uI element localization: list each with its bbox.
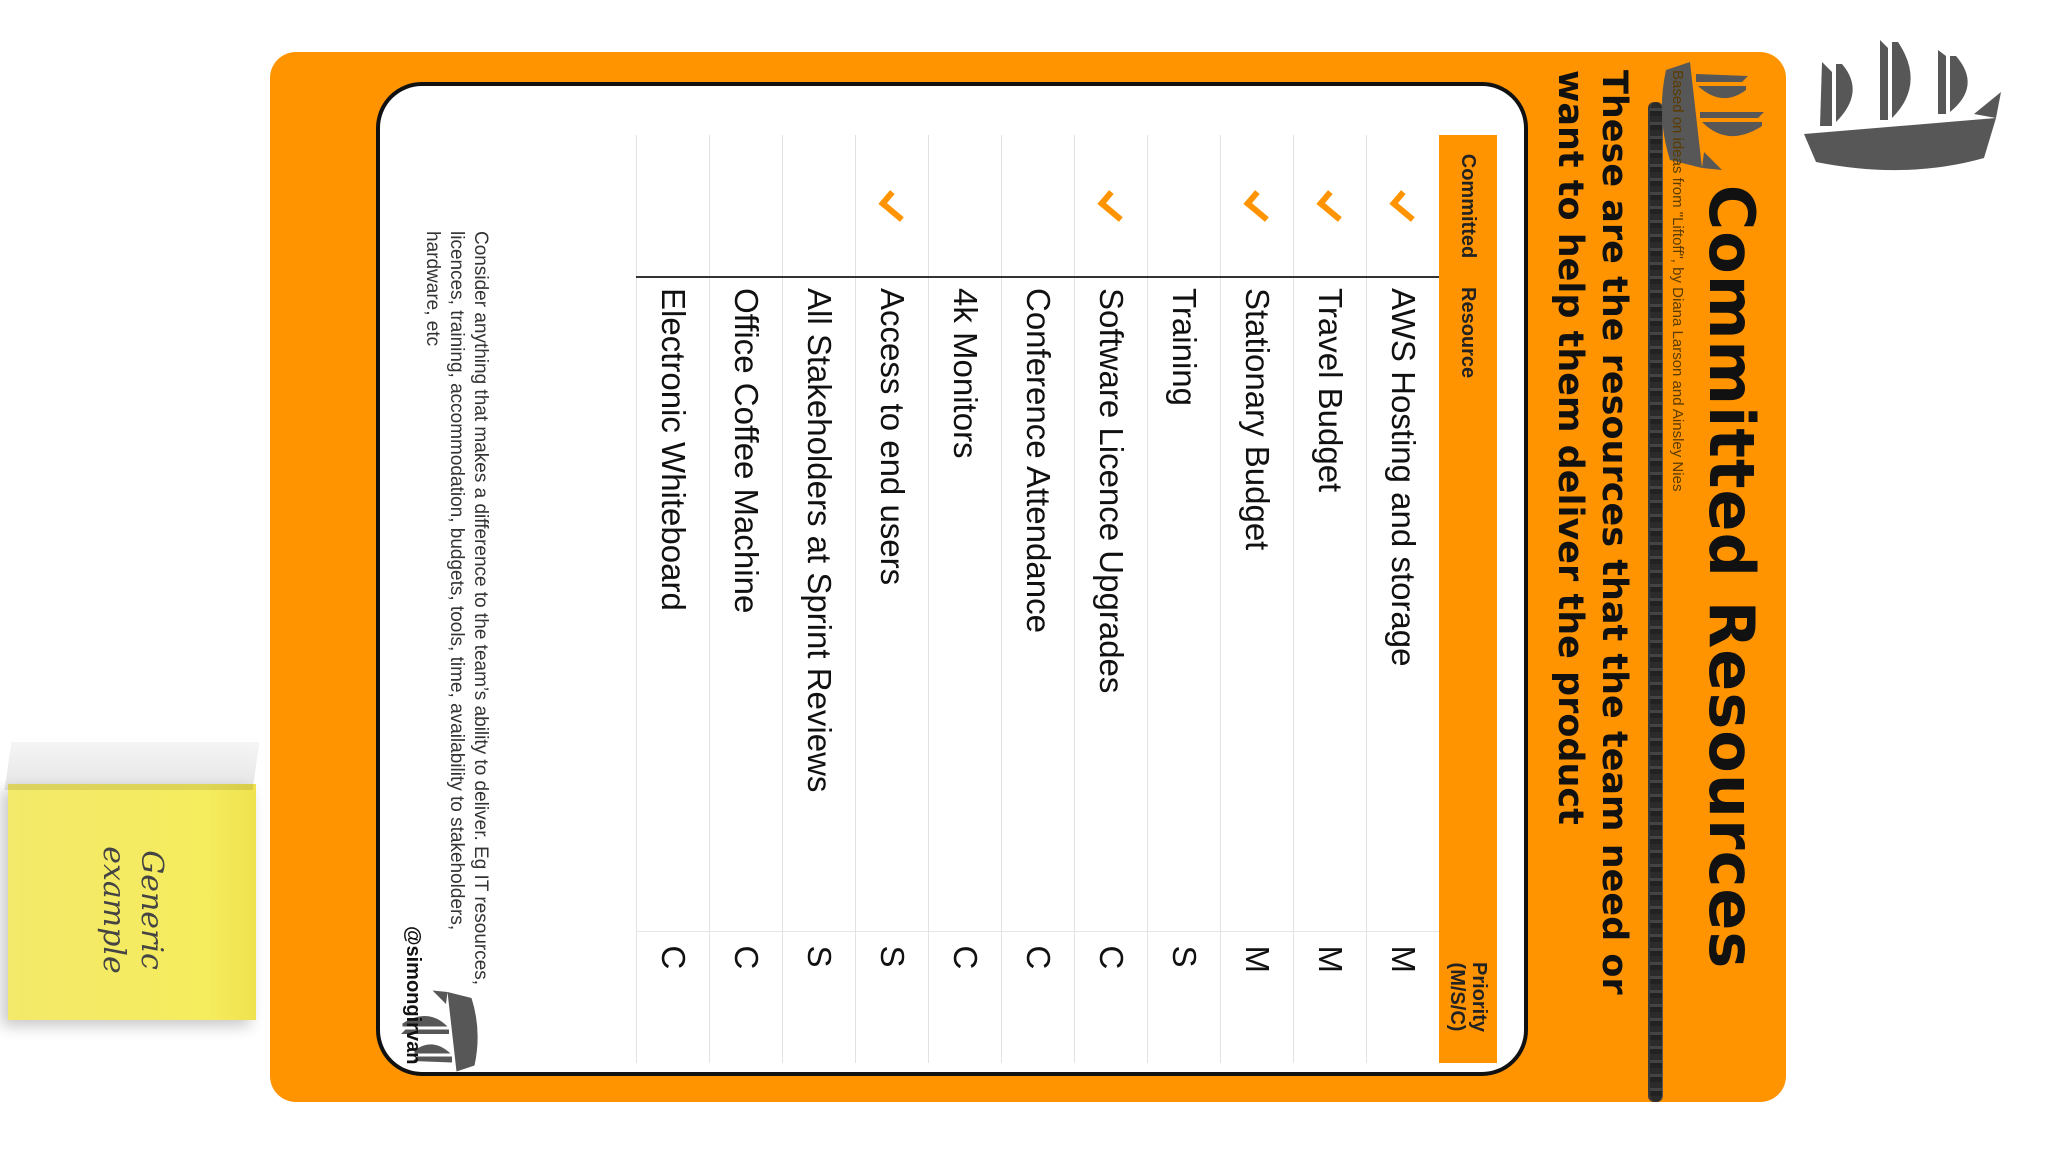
- subtitle: These are the resources that the team need or want to help them deliver the product: [1550, 70, 1634, 995]
- resource-cell: Electronic Whiteboard: [637, 277, 710, 931]
- checkmark-icon: [1389, 190, 1422, 222]
- committed-cell: [637, 135, 710, 277]
- table-row: [1002, 135, 1075, 1063]
- committed-cell: [783, 135, 856, 277]
- credit-line: Based on ideas from "Liftoff", by Diana Larson and Ainsley Nies: [1669, 70, 1686, 492]
- table-row: [1148, 135, 1221, 1063]
- committed-cell: [1075, 135, 1148, 277]
- committed-cell: [1002, 135, 1075, 277]
- resource-cell: 4k Monitors: [929, 277, 1002, 931]
- committed-cell: [856, 135, 929, 277]
- checkmark-icon: [1243, 190, 1276, 222]
- checkmark-icon: [878, 190, 911, 222]
- priority-cell: M: [1367, 931, 1440, 1063]
- poster-frame: [270, 52, 1786, 1102]
- table-header-row: [1439, 135, 1497, 1063]
- resource-cell: Software Licence Upgrades: [1075, 277, 1148, 931]
- ship-icon: [1796, 22, 2006, 172]
- committed-cell: [1294, 135, 1367, 277]
- priority-cell: S: [783, 931, 856, 1063]
- column-header-resource: Resource: [1439, 277, 1497, 931]
- priority-cell: C: [1002, 931, 1075, 1063]
- brush-divider: [1650, 102, 1662, 1102]
- column-header-priority: Priority (M/S/C): [1439, 931, 1497, 1063]
- priority-cell: S: [856, 931, 929, 1063]
- resource-cell: Conference Attendance: [1002, 277, 1075, 931]
- table-row: [1075, 135, 1148, 1063]
- committed-cell: [1367, 135, 1440, 277]
- resource-cell: AWS Hosting and storage: [1367, 277, 1440, 931]
- committed-cell: [1148, 135, 1221, 277]
- checkmark-icon: [1097, 190, 1130, 222]
- priority-cell: C: [710, 931, 783, 1063]
- resource-cell: Office Coffee Machine: [710, 277, 783, 931]
- committed-cell: [929, 135, 1002, 277]
- resource-cell: Travel Budget: [1294, 277, 1367, 931]
- table-row: [1294, 135, 1367, 1063]
- checkmark-icon: [1316, 190, 1349, 222]
- sticky-note: [8, 784, 256, 1020]
- author-handle: @simongirvan: [402, 926, 424, 1065]
- resource-cell: Access to end users: [856, 277, 929, 931]
- priority-cell: M: [1221, 931, 1294, 1063]
- poster: [270, 52, 1786, 1102]
- table-body: [637, 135, 1440, 1063]
- table-row: [929, 135, 1002, 1063]
- table-row: [783, 135, 856, 1063]
- table-row: [637, 135, 710, 1063]
- resource-cell: All Stakeholders at Sprint Reviews: [783, 277, 856, 931]
- column-header-committed: Committed: [1439, 135, 1497, 277]
- table-row: [856, 135, 929, 1063]
- priority-cell: S: [1148, 931, 1221, 1063]
- priority-cell: M: [1294, 931, 1367, 1063]
- resources-table: [636, 135, 1497, 1063]
- priority-cell: C: [637, 931, 710, 1063]
- table-row: [1221, 135, 1294, 1063]
- table-row: [710, 135, 783, 1063]
- resource-cell: Stationary Budget: [1221, 277, 1294, 931]
- page-title: Committed Resources: [1695, 184, 1768, 970]
- priority-cell: C: [929, 931, 1002, 1063]
- table-row: [1367, 135, 1440, 1063]
- sticky-note-text: Generic example: [96, 846, 169, 974]
- priority-cell: C: [1075, 931, 1148, 1063]
- guidance-note: Consider anything that makes a difference to the team’s ability to deliver. Eg IT resources, licences, training, accommodation, budgets, tools, time, availability to stakeholders, hardware, etc: [422, 231, 491, 986]
- resource-cell: Training: [1148, 277, 1221, 931]
- resources-card: [376, 82, 1528, 1076]
- committed-cell: [710, 135, 783, 277]
- committed-cell: [1221, 135, 1294, 277]
